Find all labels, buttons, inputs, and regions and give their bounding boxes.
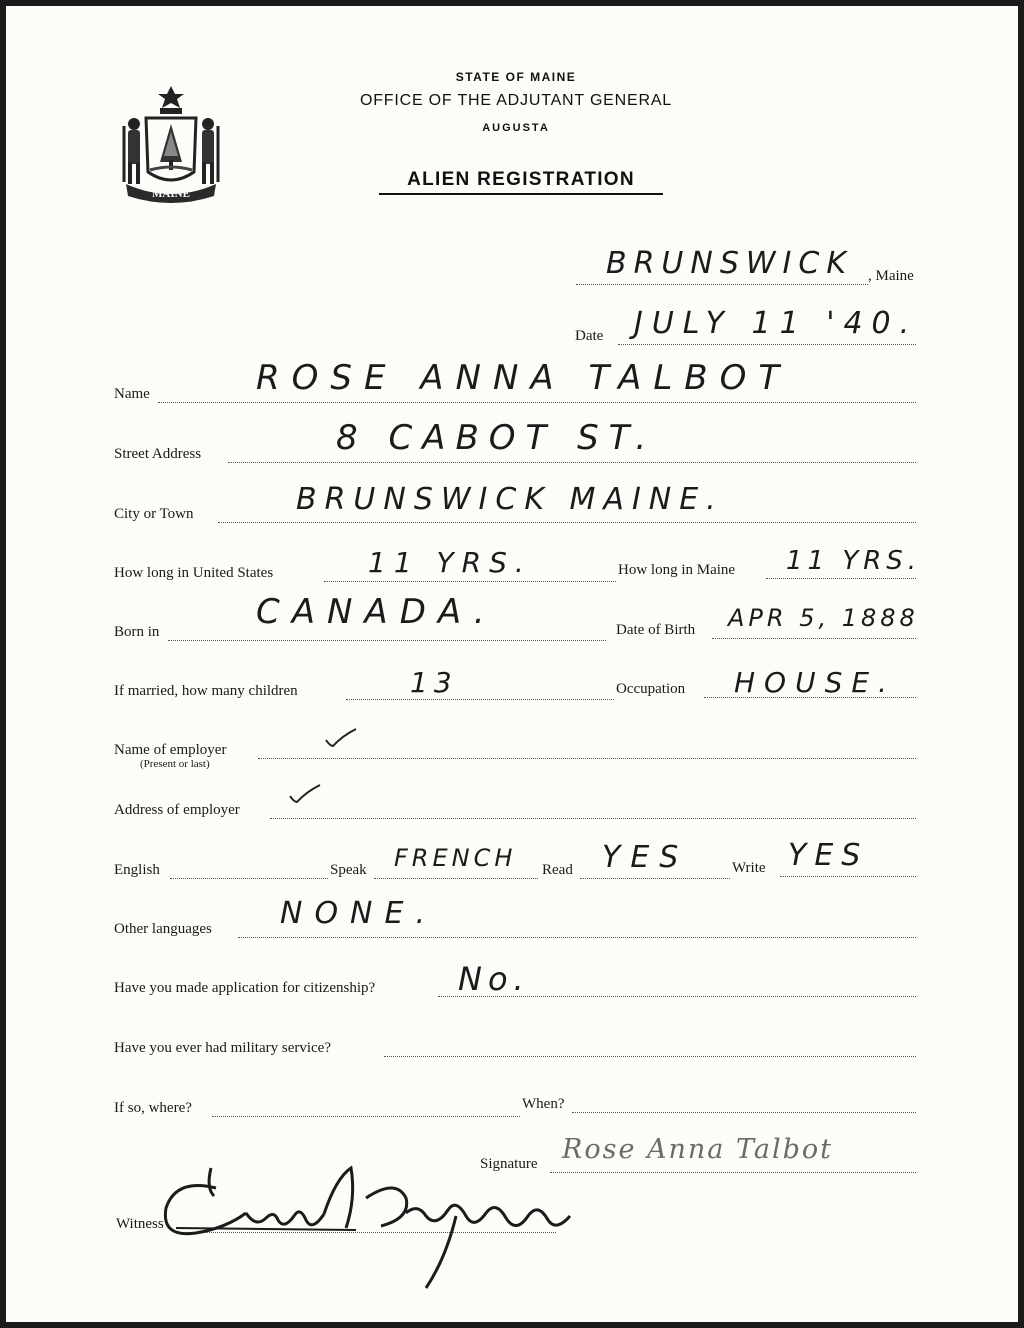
date-label: Date — [575, 328, 604, 344]
place-suffix: , Maine — [868, 268, 914, 284]
read-value: YES — [602, 840, 689, 875]
citizenship-label: Have you made application for citizenship? — [114, 980, 376, 996]
maine-years-value: 11 YRS. — [786, 546, 922, 576]
signature-line — [550, 1172, 916, 1173]
header-state: STATE OF MAINE — [455, 70, 577, 84]
seal-banner-text: MAINE — [152, 188, 190, 200]
us-years-value: 11 YRS. — [368, 546, 532, 579]
write-line — [780, 876, 916, 877]
born-value: CANADA. — [256, 592, 497, 632]
read-line — [580, 878, 730, 879]
children-line — [346, 699, 614, 700]
name-label: Name — [114, 386, 150, 402]
speak-value: FRENCH — [394, 844, 517, 872]
us-years-label: How long in United States — [114, 565, 274, 581]
city-value: BRUNSWICK MAINE. — [296, 482, 724, 517]
write-label: Write — [732, 860, 766, 876]
name-value: ROSE ANNA TALBOT — [256, 358, 792, 398]
other-languages-line — [238, 937, 916, 938]
street-value: 8 CABOT ST. — [336, 418, 657, 458]
dob-label: Date of Birth — [616, 622, 696, 638]
other-languages-label: Other languages — [114, 921, 212, 937]
read-label: Read — [542, 862, 573, 878]
citizenship-value: No. — [458, 960, 530, 998]
street-label: Street Address — [114, 446, 202, 462]
speak-line — [374, 878, 538, 879]
name-line — [158, 402, 916, 403]
employer-label: Name of employer — [114, 742, 227, 758]
date-value: JULY 11 '40. — [634, 306, 919, 341]
employer-address-line — [270, 818, 916, 819]
place-line — [576, 284, 868, 285]
date-line — [618, 344, 916, 345]
place-value: BRUNSWICK — [606, 246, 853, 281]
military-label: Have you ever had military service? — [114, 1040, 331, 1056]
city-label: City or Town — [114, 506, 194, 522]
write-value: YES — [788, 838, 869, 873]
english-label: English — [114, 862, 160, 878]
employer-checkmark — [324, 726, 358, 750]
occupation-value: HOUSE. — [734, 666, 896, 699]
children-label: If married, how many children — [114, 683, 298, 699]
when-line — [572, 1112, 916, 1113]
children-value: 13 — [410, 666, 458, 699]
employer-line — [258, 758, 916, 759]
where-label: If so, where? — [114, 1100, 192, 1116]
english-line — [170, 878, 328, 879]
registration-form-sheet — [6, 6, 1018, 1322]
when-label: When? — [522, 1096, 565, 1112]
dob-value: APR 5, 1888 — [728, 604, 919, 632]
born-line — [168, 640, 606, 641]
applicant-signature: Rose Anna Talbot — [562, 1134, 833, 1165]
witness-signature-scrawl — [156, 1158, 586, 1298]
born-label: Born in — [114, 624, 160, 640]
speak-label: Speak — [330, 862, 367, 878]
military-line — [384, 1056, 916, 1057]
street-line — [228, 462, 916, 463]
state-seal-emblem — [118, 84, 224, 206]
header-city: AUGUSTA — [482, 122, 550, 134]
us-years-line — [324, 581, 616, 582]
other-languages-value: NONE. — [280, 896, 437, 931]
maine-years-line — [766, 578, 916, 579]
occupation-label: Occupation — [616, 681, 686, 697]
city-line — [218, 522, 916, 523]
employer-address-checkmark — [288, 782, 322, 806]
witness-label: Witness — [116, 1216, 164, 1232]
header-office: OFFICE OF THE ADJUTANT GENERAL — [359, 92, 673, 109]
maine-years-label: How long in Maine — [618, 562, 736, 578]
dob-line — [712, 638, 916, 639]
employer-sublabel: (Present or last) — [140, 758, 210, 770]
signature-label: Signature — [480, 1156, 538, 1172]
form-title: ALIEN REGISTRATION — [379, 169, 663, 195]
where-line — [212, 1116, 520, 1117]
employer-address-label: Address of employer — [114, 802, 240, 818]
